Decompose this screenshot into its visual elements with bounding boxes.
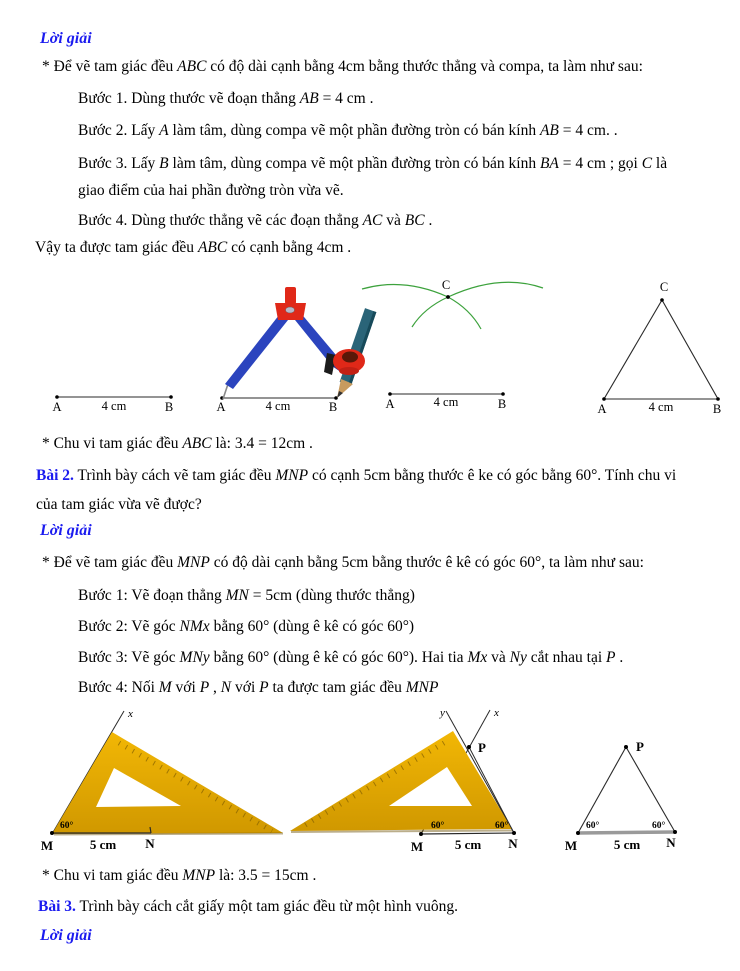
point-label-n: N — [508, 836, 518, 851]
text-run: AB — [539, 122, 559, 139]
point-label-a: A — [216, 400, 226, 414]
set-square-figures-row2 — [0, 703, 740, 863]
point-label-m: M — [40, 838, 54, 853]
length-label: 5 cm — [454, 837, 482, 852]
text-run: M — [158, 679, 172, 696]
text-run: có cạnh 5cm bằng thước ê ke có góc bằng 60°. Tính chu vi — [308, 467, 677, 484]
construction-figures-row1 — [0, 258, 740, 424]
set-square-illustration-left — [41, 708, 283, 853]
text-run: Trình bày cách vẽ tam giác đều — [73, 467, 276, 484]
compass-illustration — [216, 287, 376, 414]
step-1-2 — [78, 116, 618, 146]
point-label-m: M — [564, 838, 578, 853]
text-run: Bài 3. — [38, 898, 76, 915]
text-run: MNP — [405, 679, 439, 696]
text-run: Bước 4: Nối — [78, 679, 159, 696]
text-run: BA — [539, 155, 559, 172]
text-run: Bước 4. Dùng thước thẳng vẽ các đoạn thẳng — [78, 212, 363, 229]
compass-screw — [286, 307, 295, 313]
text-run: , — [209, 679, 221, 696]
length-label: 4 cm — [433, 395, 459, 409]
ray-label-x: x — [128, 708, 133, 720]
step-2-1 — [78, 581, 415, 611]
angle-label-60: 60° — [60, 821, 74, 831]
point-label-a: A — [597, 402, 607, 416]
text-run: A — [159, 122, 169, 139]
step-1-3-line2 — [78, 176, 344, 206]
text-run: Bước 3: Vẽ góc — [78, 649, 180, 666]
text-run: ABC — [182, 435, 212, 452]
problem-2-line1 — [36, 461, 676, 491]
point-label-n: N — [145, 836, 155, 851]
point-label-c: C — [659, 280, 669, 294]
length-label: 5 cm — [89, 837, 117, 852]
text-run: có độ dài cạnh bằng 5cm bằng thước ê kê có góc 60°, ta làm như sau: — [209, 554, 644, 571]
text-run: giao điểm của hai phần đường tròn vừa vẽ. — [78, 182, 344, 199]
text-run: và — [487, 649, 510, 666]
text-run: Bước 1: Vẽ đoạn thẳng — [78, 587, 226, 604]
length-label: 4 cm — [101, 399, 127, 413]
text-run: cắt nhau tại — [526, 649, 607, 666]
text-run: có cạnh bằng 4cm . — [227, 239, 352, 256]
text-run: MN — [225, 587, 249, 604]
length-label: 4 cm — [648, 400, 674, 414]
arcs-intersection-figure — [362, 278, 543, 411]
text-run: BC — [404, 212, 425, 229]
text-run: Bài 2. — [36, 467, 74, 484]
text-run: P — [259, 679, 269, 696]
text-run: của tam giác vừa vẽ được? — [36, 496, 202, 513]
text-run: NMx — [179, 618, 210, 635]
point-label-m: M — [410, 839, 424, 854]
text-run: Bước 2. Lấy — [78, 122, 160, 139]
text-run: có độ dài cạnh bằng 4cm bằng thước thẳng và compa, ta làm như sau: — [206, 58, 643, 75]
text-run: B — [159, 155, 169, 172]
base-mn — [578, 832, 675, 833]
text-run: AC — [362, 212, 383, 229]
solution-heading-2: Lời giải — [40, 522, 92, 539]
text-run: là: 3.5 = 15cm . — [215, 867, 317, 884]
set-square-body — [52, 732, 283, 834]
triangle-abc-figure — [597, 280, 721, 416]
compass-left-leg — [225, 310, 292, 389]
text-run: Bước 3. Lấy — [78, 155, 160, 172]
angle-label-60-n: 60° — [652, 821, 666, 831]
text-run: MNy — [179, 649, 210, 666]
text-run: * Để vẽ tam giác đều — [42, 58, 178, 75]
point-label-a: A — [385, 397, 395, 411]
step-1-1 — [78, 84, 374, 114]
text-run: MNP — [275, 467, 309, 484]
arc-centered-a — [412, 282, 543, 327]
step-2-2 — [78, 612, 414, 642]
text-run: = 4 cm . — [318, 90, 374, 107]
text-run: AB — [299, 90, 319, 107]
length-label: 5 cm — [613, 837, 641, 852]
compass-knob — [285, 287, 296, 304]
text-run: làm tâm, dùng compa vẽ một phần đường tròn có bán kính — [168, 155, 540, 172]
step-1-4 — [78, 206, 432, 236]
text-run: là: 3.4 = 12cm . — [211, 435, 313, 452]
text-run: N — [220, 679, 232, 696]
text-run: với — [231, 679, 260, 696]
perimeter-2 — [42, 861, 316, 891]
point-label-b: B — [328, 400, 338, 414]
text-run: C — [641, 155, 653, 172]
solution-heading-3: Lời giải — [40, 927, 92, 944]
text-run: . — [615, 649, 624, 666]
text-run: * Để vẽ tam giác đều — [42, 554, 178, 571]
text-run: = 4 cm ; gọi — [558, 155, 642, 172]
length-label: 4 cm — [265, 399, 291, 413]
text-run: và — [382, 212, 405, 229]
point-label-p: P — [636, 739, 644, 754]
problem-3 — [38, 892, 458, 922]
angle-label-60-m: 60° — [586, 821, 600, 831]
solution-heading-1: Lời giải — [40, 30, 92, 47]
text-run: Ny — [509, 649, 527, 666]
compass-needle — [223, 384, 228, 399]
text-run: MNP — [177, 554, 210, 571]
set-square-illustration-right — [290, 707, 518, 854]
point-label-p: P — [478, 740, 486, 755]
step-1-3-line1 — [78, 149, 667, 179]
point-label-n: N — [666, 835, 676, 850]
text-run: với — [171, 679, 200, 696]
text-run: = 5cm (dùng thước thẳng) — [248, 587, 415, 604]
step-2-3 — [78, 643, 623, 673]
text-run: Trình bày cách cắt giấy một tam giác đều từ một hình vuông. — [75, 898, 458, 915]
ray-label-x: x — [494, 707, 499, 719]
text-run: ABC — [197, 239, 228, 256]
perimeter-1 — [42, 429, 313, 459]
step-2-4 — [78, 673, 438, 703]
segment-ab-figure — [52, 395, 173, 414]
text-run: * Chu vi tam giác đều — [42, 867, 183, 884]
point-label-a: A — [52, 400, 62, 414]
text-run: bằng 60° (dùng ê kê có góc 60°). Hai tia — [209, 649, 468, 666]
text-run: làm tâm, dùng compa vẽ một phần đường tròn có bán kính — [168, 122, 540, 139]
text-run: ABC — [177, 58, 207, 75]
intro-paragraph-2 — [42, 548, 644, 578]
ray-label-y: y — [440, 707, 445, 719]
text-run: P — [199, 679, 210, 696]
text-run: ta được tam giác đều — [268, 679, 406, 696]
angle-label-60-n: 60° — [495, 821, 509, 831]
text-run: Vậy ta được tam giác đều — [35, 239, 198, 256]
intro-paragraph-1 — [42, 52, 643, 82]
text-run: P — [606, 649, 616, 666]
text-run: * Chu vi tam giác đều — [42, 435, 183, 452]
triangle-mnp-figure — [565, 739, 677, 853]
point-label-c: C — [441, 278, 451, 292]
text-run: Bước 2: Vẽ góc — [78, 618, 180, 635]
text-run: Bước 1. Dùng thước vẽ đoạn thẳng — [78, 90, 300, 107]
point-label-b: B — [712, 402, 722, 416]
point-label-b: B — [164, 400, 174, 414]
text-run: là — [652, 155, 668, 172]
text-run: Mx — [467, 649, 488, 666]
text-run: . — [424, 212, 433, 229]
text-run: = 4 cm. . — [558, 122, 618, 139]
text-run: bằng 60° (dùng ê kê có góc 60°) — [209, 618, 415, 635]
point-label-b: B — [497, 397, 507, 411]
angle-label-60-m: 60° — [431, 821, 445, 831]
text-run: MNP — [182, 867, 216, 884]
